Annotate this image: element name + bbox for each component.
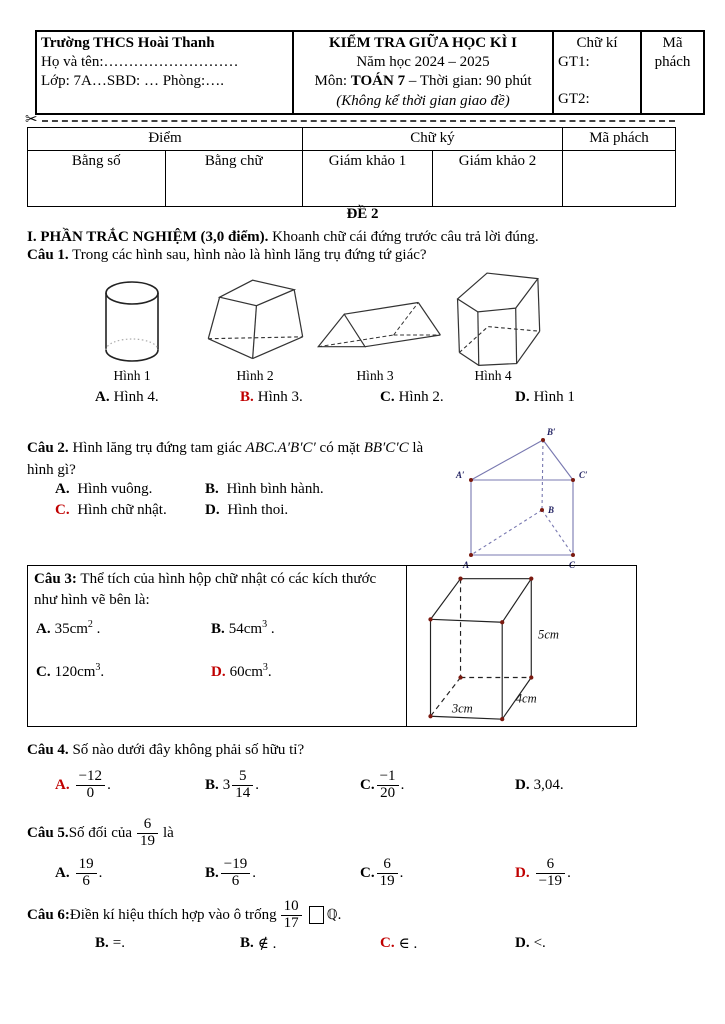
figure-triangular-prism [313,288,443,356]
code-col-header: Mã phách [563,128,676,151]
q2-option-a: A. Hình vuông. [55,481,153,497]
q1-option-c: C. Hình 2. [380,389,444,405]
question-3-text-cell [28,566,407,726]
cut-dashed-line [42,120,675,122]
q3-option-a: A. $35cm^2$ . [36,619,101,637]
dim-depth-label: 4cm [515,691,537,706]
figure-pentagonal-prism [441,262,559,370]
vertex-label-b-prime: B′ [547,427,556,437]
figure-2-caption: Hình 2 [236,368,274,383]
score-words-cell: Bằng chữ [165,150,303,206]
q5-option-a: A. $\frac{19}{6}$ . [55,855,103,889]
q6-option-1: B. =. [95,935,125,951]
examiner1-cell: Giám khảo 1 [303,150,433,206]
q6-option-3: C. ∈ . [380,935,418,952]
q4-option-a: A. $\frac{-12}{0}$ . [55,767,111,801]
vertex-label-c-prime: C′ [579,470,588,480]
q3-option-c: C. $120cm^3$. [36,662,105,680]
q5-option-b: B. $\frac{-19}{6}$ . [205,855,256,889]
q4-option-d: D. 3,04 . [515,776,564,793]
school-name: Trường THCS Hoài Thanh [41,35,215,51]
figure-cylinder [97,280,167,364]
q5-option-d: D. $\frac{6}{-19}$ . [515,855,571,889]
question-5-options [55,850,571,896]
q1-option-d: D. Hình 1 [515,389,575,405]
student-class-line: Lớp: 7A…SBD: … Phòng:…. [41,73,224,90]
code-cell [641,31,704,114]
vertex-label-a: A [463,560,470,570]
q1-option-a: A. Hình 4. [95,389,159,405]
subject-name: TOÁN 7 [350,73,406,90]
figure-cuboid [415,566,633,726]
gt1-label: GT1: [558,54,590,71]
signature-title: Chữ kí [576,35,618,51]
q3-option-b: B. $54cm^3$ . [211,619,275,637]
cut-line [25,113,675,128]
figure-3-caption: Hình 3 [356,368,394,383]
scissors-icon: ✂ [25,112,38,128]
ma-phach-label: Mã phách [654,35,691,71]
vertex-label-b: B [548,505,555,515]
question-3-figure-cell [407,566,636,726]
q4-option-b: B. 3 $\frac{5}{14}$ . [205,767,260,801]
vertex-label-c: C [569,560,576,570]
gt2-label: GT2: [558,91,590,108]
vertex-label-a-prime: A′ [456,470,465,480]
exam-title: KIỂM TRA GIỮA HỌC KÌ I [329,35,517,51]
figure-labeled-prism [455,420,650,572]
question-3-options [34,621,400,681]
dim-height-label: 5cm [538,627,560,642]
question-4-options [55,762,564,808]
q2-option-c: C. Hình chữ nhật. [55,502,167,518]
question-1-text: Câu 1. Trong các hình sau, hình nào là hình lăng trụ đứng tứ giác? [27,247,427,263]
student-info-cell [36,31,293,114]
q6-option-2: B. ∉ . [240,935,277,952]
q4-option-c: C. $\frac{-1}{20}$ . [360,767,405,801]
q6-option-4: D. <. [515,935,546,951]
score-col-header: Điểm [28,128,303,151]
q2-math-2: BB′C′C [363,440,409,456]
question-5-text: Câu 5. Số đối của $\frac{6}{19}$ là [27,815,174,849]
q2-option-b: B. Hình bình hành. [205,481,324,497]
section1-heading: I. PHẦN TRẮC NGHIỆM (3,0 điểm). Khoanh chữ cái đứng trước câu trả lời đúng. [27,229,539,245]
question-4-text: Câu 4. Số nào dưới đây không phải số hữu tỉ? [27,742,305,758]
sign-col-header: Chữ ký [303,128,563,151]
question-3-text: Câu 3: Thể tích của hình hộp chữ nhật có các kích thước như hình vẽ bên là: [34,571,377,608]
q5-option-c: C. $\frac{6}{19}$ . [360,855,404,889]
dim-width-label: 3cm [451,701,473,716]
question-6-options [95,934,546,953]
q2-math-1: ABC.A′B′C′ [245,440,316,456]
student-name-line: Họ và tên:……………………… [41,54,239,71]
question-6-text: Câu 6: Điền kí hiệu thích hợp vào ô trống $\frac{10}{17}$ ℚ . [27,897,342,931]
exam-code-title: ĐỀ 2 [346,206,379,222]
question-1-options [95,389,575,406]
code-empty-cell [563,150,676,206]
question-2-options [55,481,324,519]
q1-option-b: B. Hình 3. [240,389,303,405]
examiner2-cell: Giám khảo 2 [433,150,563,206]
q3-option-d: D. $60cm^3$. [211,662,272,680]
exam-header-table [35,30,705,115]
subject-line: Môn: TOÁN 7 – Thời gian: 90 phút [314,73,532,90]
exam-title-cell [293,31,553,114]
score-number-cell: Bằng số [28,150,166,206]
figure-1-caption: Hình 1 [113,368,151,383]
question-3-box [27,565,637,727]
signature-cell [553,31,641,114]
blank-box-icon [309,906,324,924]
score-table [27,127,676,207]
rational-set-symbol: ℚ [326,907,338,923]
time-note: (Không kể thời gian giao đề) [336,92,510,109]
figure-4-caption: Hình 4 [474,368,512,383]
q2-option-d: D. Hình thoi. [205,502,289,518]
question-2-text: Câu 2. Hình lăng trụ đứng tam giác ABC.A′B′C′ có mặt BB′C′C là hình gì? [27,440,424,478]
figure-frustum [196,266,314,368]
school-year: Năm học 2024 – 2025 [356,54,490,71]
